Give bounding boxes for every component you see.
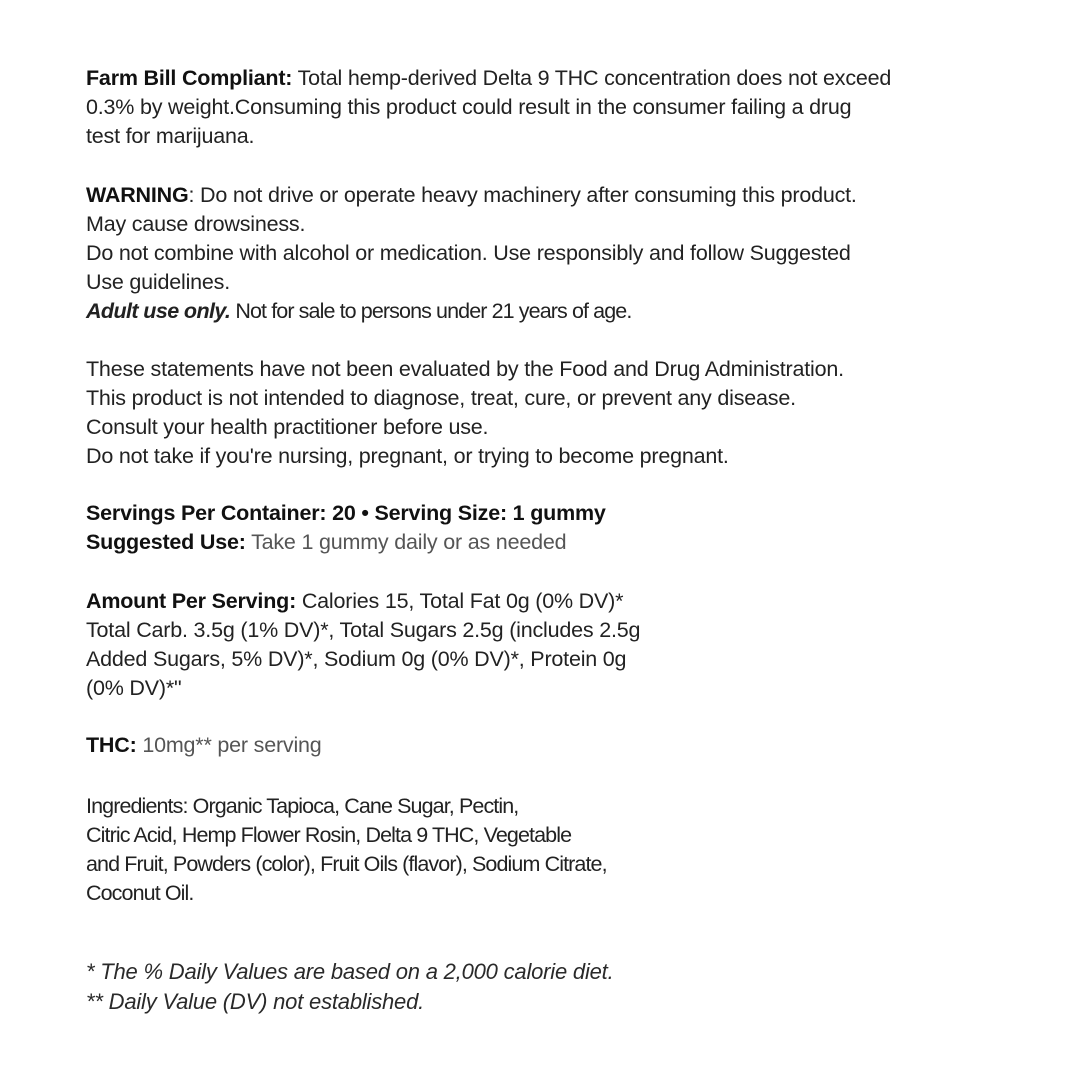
adult-use-label: Adult use only. [86, 299, 231, 323]
farm-bill-line-2: 0.3% by weight.Consuming this product could result in the consumer failing a drug [86, 95, 852, 119]
fda-paragraph [86, 355, 1006, 471]
amount-label: Amount Per Serving: [86, 589, 297, 613]
thc-text: 10mg** per serving [136, 733, 322, 757]
ingredients-paragraph [86, 792, 1006, 908]
thc-paragraph [86, 731, 1006, 760]
farm-bill-paragraph [86, 64, 1006, 151]
fda-line-4: Do not take if you're nursing, pregnant, or trying to become pregnant. [86, 444, 729, 468]
servings-line: Servings Per Container: 20 • Serving Size: 1 gummy [86, 501, 606, 525]
warning-paragraph [86, 181, 1006, 326]
servings-paragraph [86, 499, 1006, 557]
suggested-use-text: Take 1 gummy daily or as needed [245, 530, 567, 554]
amount-paragraph [86, 587, 1006, 703]
thc-label: THC: [86, 733, 137, 757]
fda-line-1: These statements have not been evaluated by the Food and Drug Administration. [86, 357, 844, 381]
ingredients-line-4: Coconut Oil. [86, 881, 194, 905]
ingredients-line-2: Citric Acid, Hemp Flower Rosin, Delta 9 THC, Vegetable [86, 823, 572, 847]
adult-use-text: Not for sale to persons under 21 years of age. [230, 299, 632, 323]
warning-line-1: : Do not drive or operate heavy machinery after consuming this product. [188, 183, 857, 207]
footnote-dv-not-established: ** Daily Value (DV) not established. [86, 989, 425, 1014]
amount-line-1: Calories 15, Total Fat 0g (0% DV)* [296, 589, 624, 613]
warning-label: WARNING [86, 183, 189, 207]
fda-line-3: Consult your health practitioner before use. [86, 415, 489, 439]
amount-line-2: Total Carb. 3.5g (1% DV)*, Total Sugars 2.5g (includes 2.5g [86, 618, 641, 642]
warning-line-2: May cause drowsiness. [86, 212, 306, 236]
ingredients-line-1: Ingredients: Organic Tapioca, Cane Sugar, Pectin, [86, 794, 519, 818]
farm-bill-label: Farm Bill Compliant: [86, 66, 293, 90]
footnotes [86, 957, 1006, 1017]
farm-bill-line-1: Total hemp-derived Delta 9 THC concentration does not exceed [297, 66, 892, 90]
warning-line-4: Use guidelines. [86, 270, 231, 294]
product-label [86, 64, 1006, 1017]
fda-line-2: This product is not intended to diagnose, treat, cure, or prevent any disease. [86, 386, 796, 410]
ingredients-line-3: and Fruit, Powders (color), Fruit Oils (flavor), Sodium Citrate, [86, 852, 607, 876]
amount-line-4: (0% DV)*" [86, 676, 182, 700]
farm-bill-line-3: test for marijuana. [86, 124, 255, 148]
warning-line-3: Do not combine with alcohol or medication. Use responsibly and follow Suggested [86, 241, 851, 265]
suggested-use-label: Suggested Use: [86, 530, 246, 554]
amount-line-3: Added Sugars, 5% DV)*, Sodium 0g (0% DV)*, Protein 0g [86, 647, 627, 671]
footnote-daily-values: * The % Daily Values are based on a 2,000 calorie diet. [86, 959, 614, 984]
